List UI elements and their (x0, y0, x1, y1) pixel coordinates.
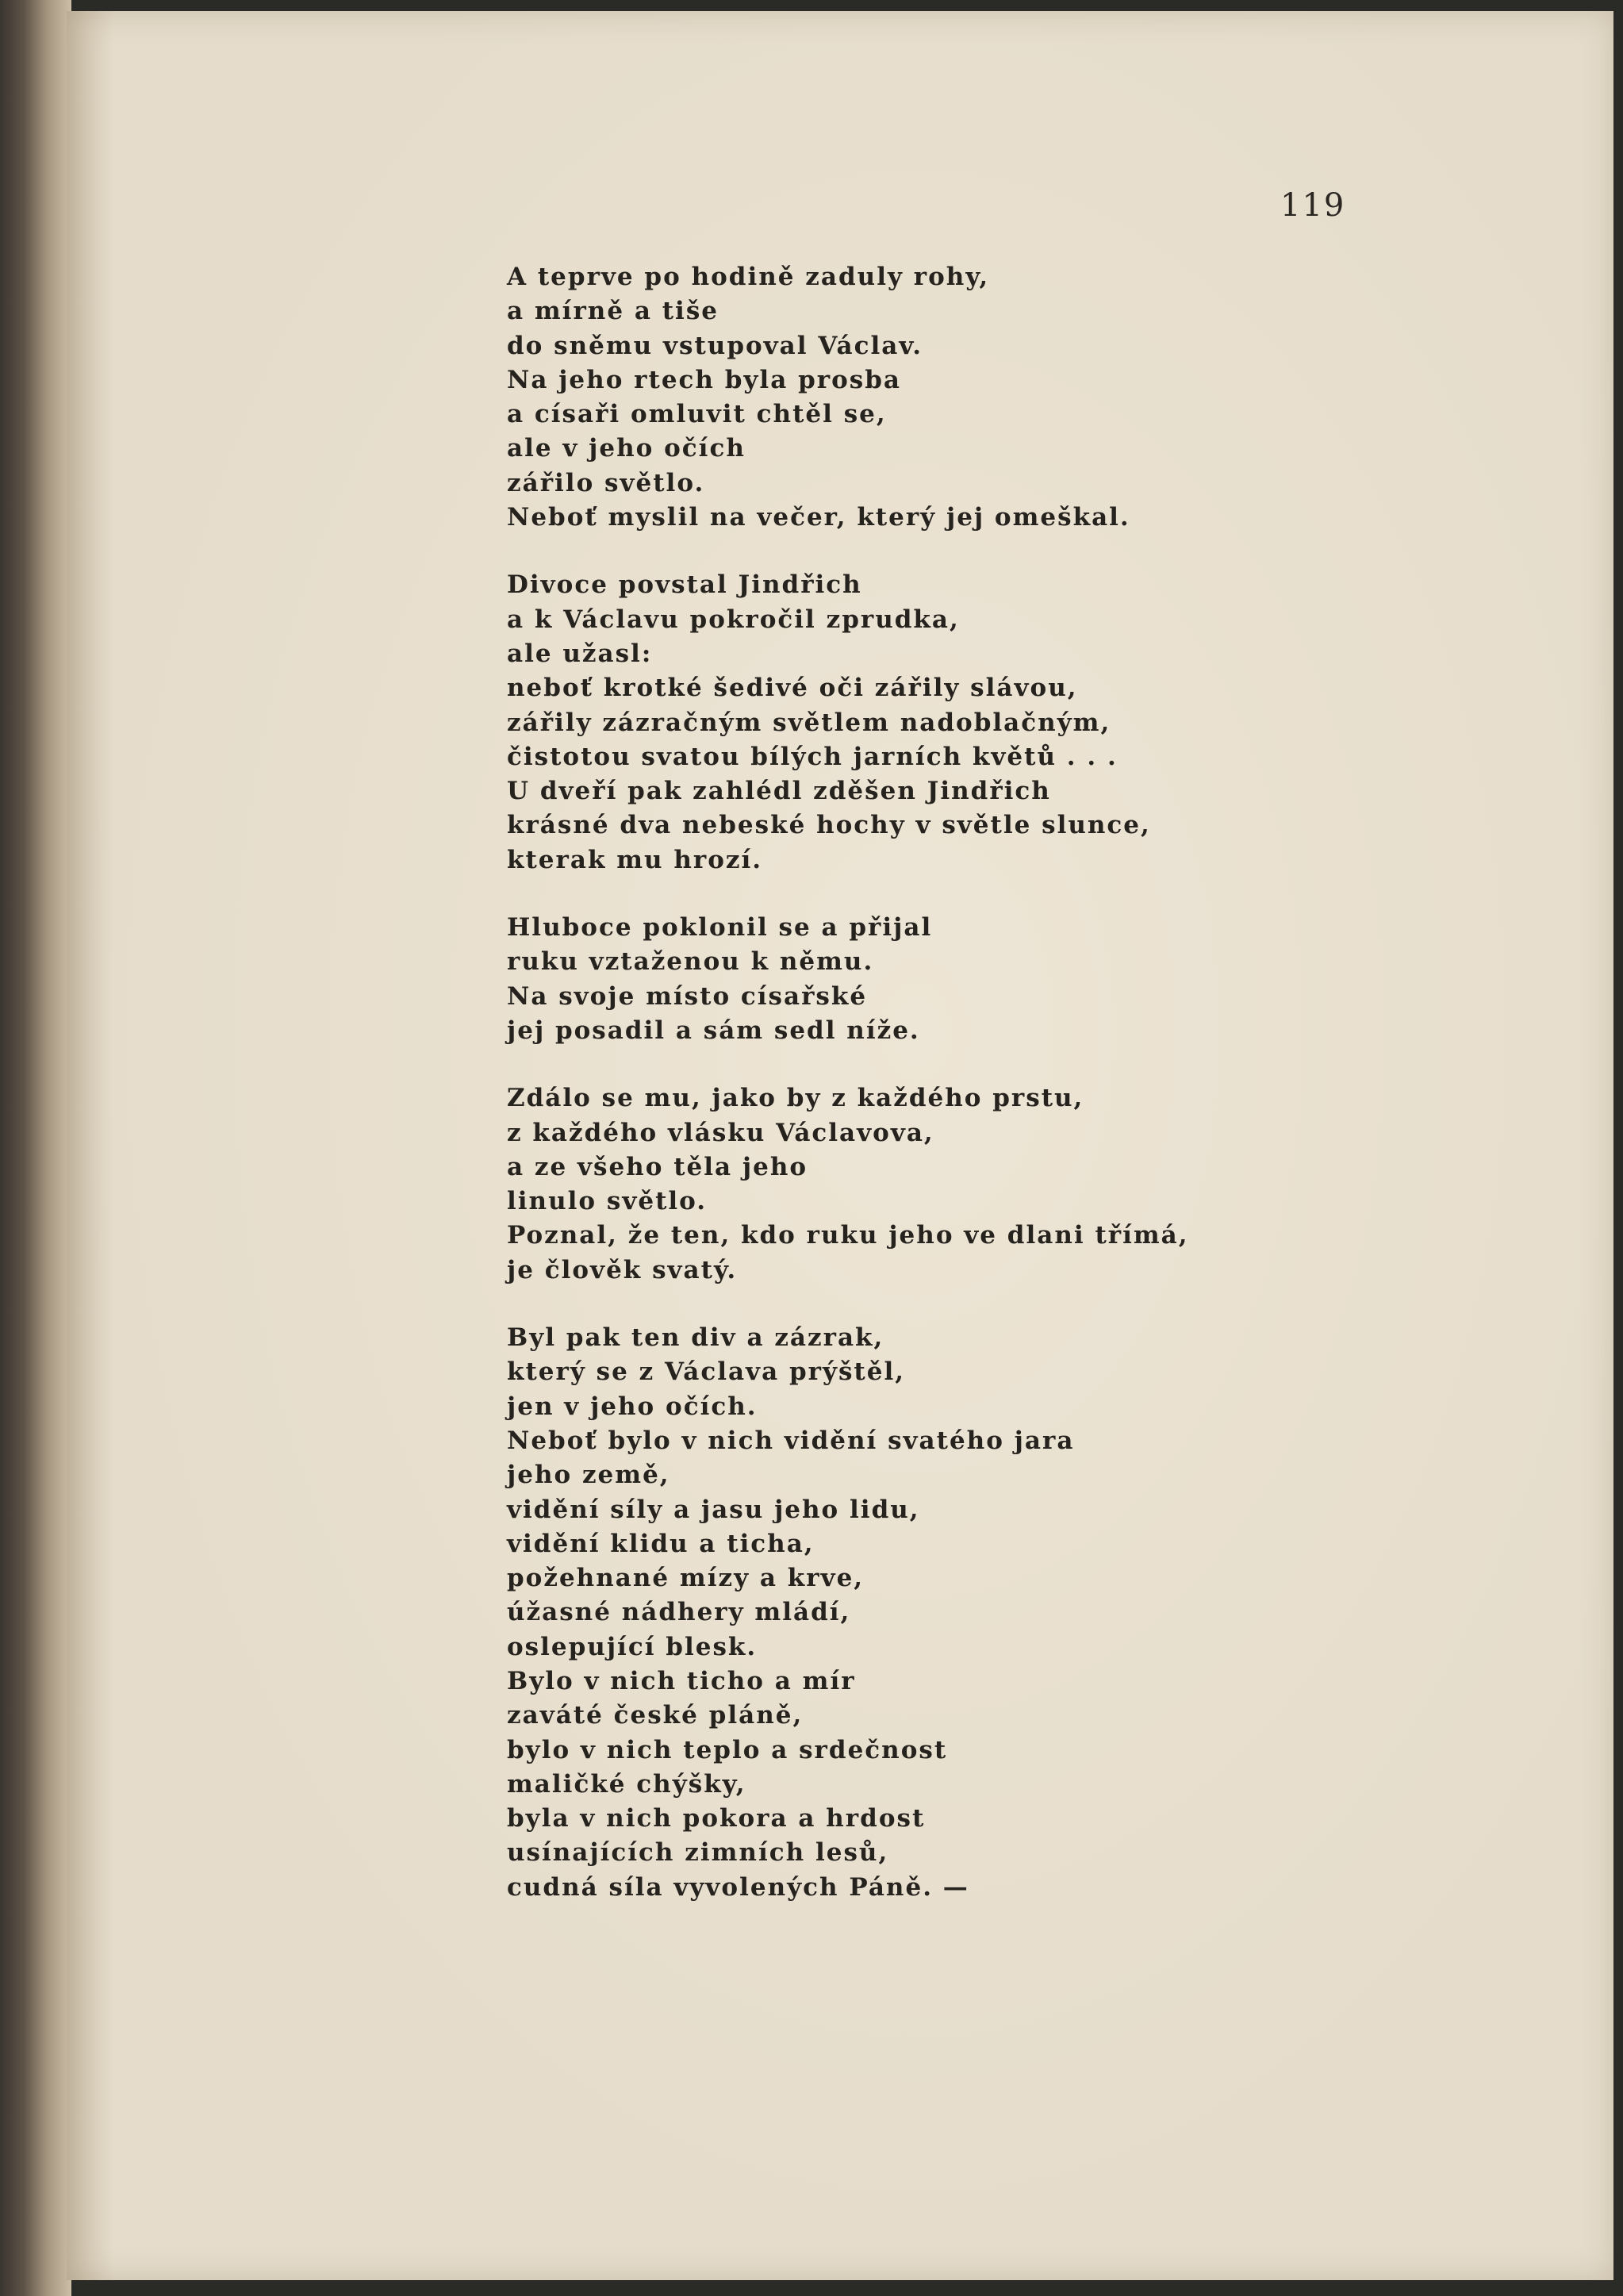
poem-line: vidění síly a jasu jeho lidu, (507, 1495, 920, 1524)
poem-line: Na jeho rtech byla prosba (507, 365, 901, 394)
poem-line: cudná síla vyvolených Páně. — (507, 1872, 969, 1902)
poem-line: Neboť bylo v nich vidění svatého jara (507, 1426, 1075, 1455)
stanza (507, 260, 1538, 535)
poem-line: zaváté české pláně, (507, 1701, 804, 1730)
poem-line: úžasné nádhery mládí, (507, 1598, 851, 1627)
poem-line: a císaři omluvit chtěl se, (507, 400, 887, 429)
poem-line: čistotou svatou bílých jarních květů . . . (507, 742, 1118, 771)
poem-line: neboť krotké šedivé oči zářily slávou, (507, 674, 1078, 703)
poem-line: byla v nich pokora a hrdost (507, 1804, 926, 1833)
poem-line: krásné dva nebeské hochy v světle slunce, (507, 811, 1151, 840)
poem-line: je člověk svatý. (507, 1255, 738, 1284)
poem-line: a mírně a tiše (507, 297, 719, 326)
stanza (507, 568, 1538, 877)
poem-line: požehnané mízy a krve, (507, 1564, 865, 1593)
page-sheet (67, 11, 1613, 2280)
poem-line: kterak mu hrozí. (507, 845, 763, 874)
poem-line: Hluboce poklonil se a přijal (507, 913, 933, 943)
poem-line: oslepující blesk. (507, 1632, 758, 1661)
poem-line: linulo světlo. (507, 1187, 708, 1216)
poem-line: bylo v nich teplo a srdečnost (507, 1735, 948, 1764)
poem-line: Na svoje místo císařské (507, 981, 868, 1011)
poem-line: jej posadil a sám sedl níže. (507, 1016, 920, 1045)
poem-line: a k Václavu pokročil zprudka, (507, 605, 960, 634)
poem-line: ruku vztaženou k němu. (507, 947, 874, 977)
poem-line: Byl pak ten div a zázrak, (507, 1323, 884, 1353)
poem-line: usínajících zimních lesů, (507, 1838, 889, 1868)
poem-line: maličké chýšky, (507, 1769, 746, 1799)
page-number: 119 (1280, 187, 1346, 224)
stanza (507, 1081, 1538, 1288)
poem-line: jen v jeho očích. (507, 1392, 758, 1421)
poem-line: zářily zázračným světlem nadoblačným, (507, 708, 1111, 737)
poem-line: U dveří pak zahlédl zděšen Jindřich (507, 777, 1051, 806)
poem-line: ale užasl: (507, 639, 653, 668)
poem-line: jeho země, (507, 1461, 670, 1490)
poem-line: do sněmu vstupoval Václav. (507, 331, 923, 360)
poem-line: Divoce povstal Jindřich (507, 570, 862, 600)
stanza (507, 911, 1538, 1048)
poem-line: Poznal, že ten, kdo ruku jeho ve dlani třímá, (507, 1221, 1189, 1250)
book-spine-edge (0, 0, 71, 2296)
poem-line: A teprve po hodině zaduly rohy, (507, 263, 990, 291)
poem-line: a ze všeho těla jeho (507, 1152, 808, 1181)
poem-line: ale v jeho očích (507, 434, 746, 463)
poem-line: vidění klidu a ticha, (507, 1529, 815, 1558)
poem-line: který se z Václava prýštěl, (507, 1357, 906, 1387)
poem-line: Zdálo se mu, jako by z každého prstu, (507, 1084, 1084, 1113)
poem-line: zářilo světlo. (507, 468, 705, 497)
poem-text (507, 260, 1538, 1938)
poem-line: z každého vlásku Václavova, (507, 1118, 934, 1147)
stanza (507, 1321, 1538, 1905)
poem-line: Bylo v nich ticho a mír (507, 1666, 856, 1695)
poem-line: Neboť myslil na večer, který jej omeškal. (507, 503, 1130, 532)
